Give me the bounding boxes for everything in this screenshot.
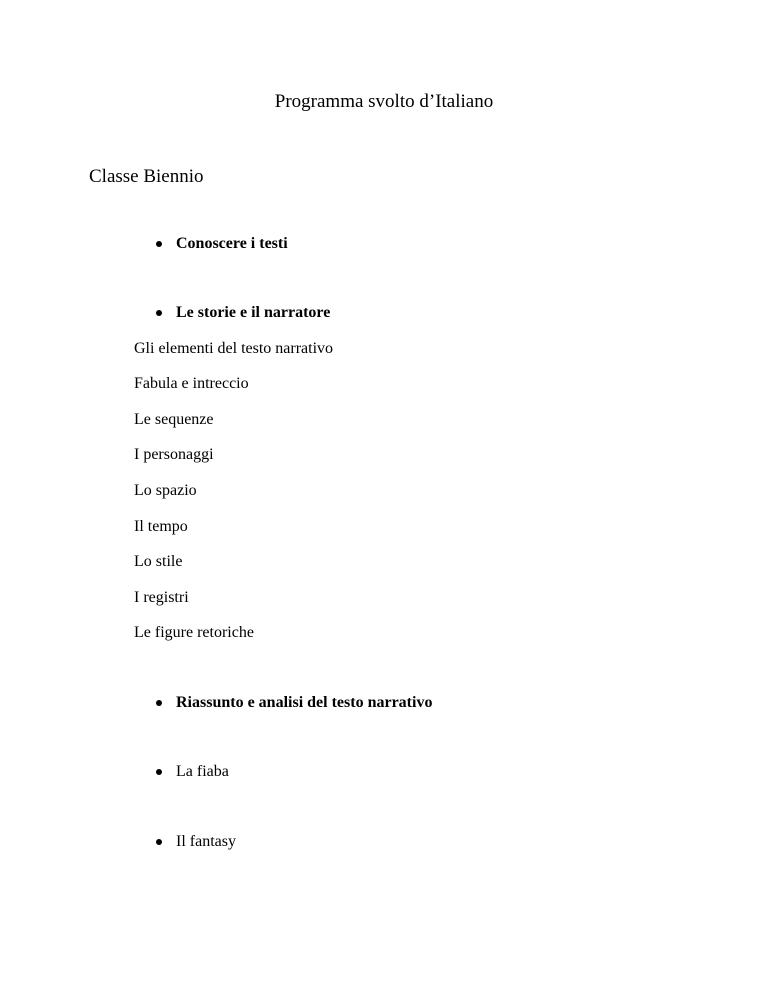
bullet-icon: [156, 769, 162, 775]
section-label: La fiaba: [176, 763, 229, 780]
class-heading: Classe Biennio: [89, 166, 204, 187]
list-item: Il tempo: [134, 518, 188, 535]
list-item: Fabula e intreccio: [134, 375, 249, 392]
bullet-icon: [156, 700, 162, 706]
section-label: Riassunto e analisi del testo narrativo: [176, 694, 433, 711]
bullet-icon: [156, 310, 162, 316]
document-title: Programma svolto d’Italiano: [274, 91, 494, 112]
section-label: Conoscere i testi: [176, 235, 288, 252]
list-item: Lo stile: [134, 553, 183, 570]
bullet-icon: [156, 839, 162, 845]
section-label: Le storie e il narratore: [176, 304, 331, 321]
list-item: Lo spazio: [134, 482, 197, 499]
list-item: Le sequenze: [134, 411, 214, 428]
bullet-icon: [156, 241, 162, 247]
section-label: Il fantasy: [176, 833, 236, 850]
list-item: I registri: [134, 589, 189, 606]
list-item: I personaggi: [134, 446, 214, 463]
list-item: Le figure retoriche: [134, 624, 254, 641]
list-item: Gli elementi del testo narrativo: [134, 340, 334, 357]
